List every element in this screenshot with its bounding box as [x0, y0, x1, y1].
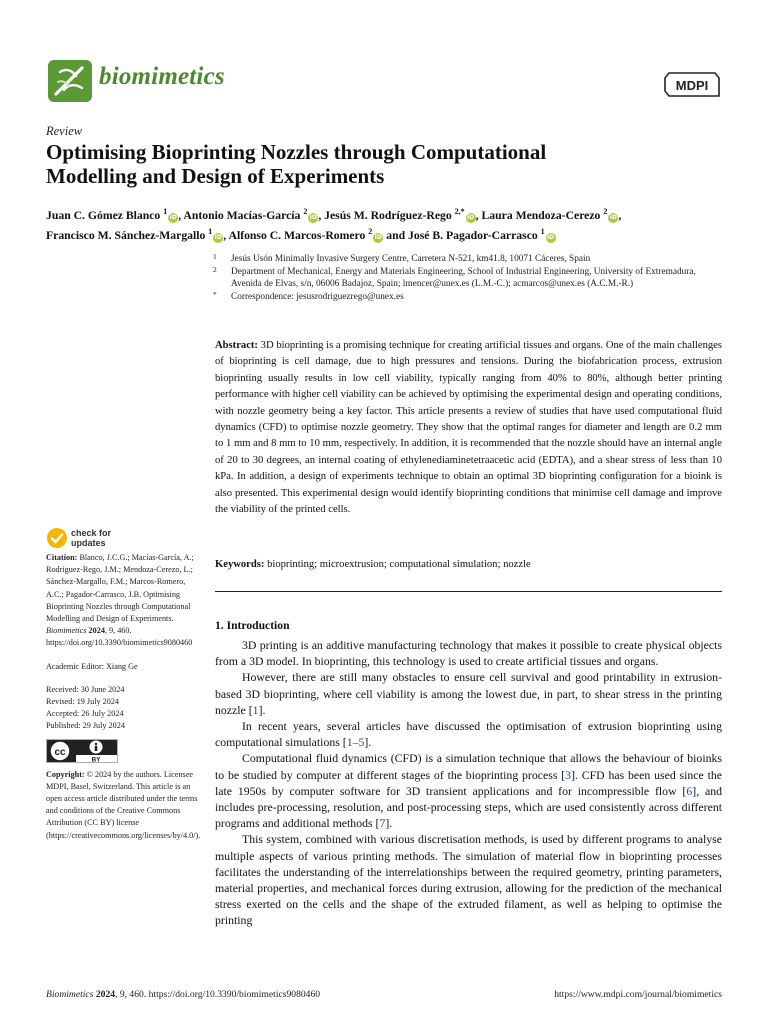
citation-link[interactable]: 6: [686, 783, 693, 798]
introduction-body: [215, 637, 722, 929]
citation-rest[interactable]: , 9, 460. https://doi.org/10.3390/biomimetics9080460: [46, 626, 193, 648]
copyright: [46, 769, 201, 842]
orcid-icon[interactable]: iD: [374, 233, 382, 241]
biomimetics-logo-icon: [46, 58, 94, 104]
orcid-icon[interactable]: iD: [309, 213, 317, 221]
paragraph-text: In recent years, several articles have discussed the optimisation of extrusion bioprinting using computational simulations [: [215, 719, 722, 750]
citation-link[interactable]: 1: [252, 702, 259, 717]
article-info-sidebar: [46, 552, 201, 842]
citation-link[interactable]: 1–5: [346, 735, 365, 750]
orcid-icon[interactable]: iD: [169, 213, 177, 221]
paragraph-text: ]. CFD has been used since the late 1950s by computer software for 3D transient applications and for incompressible flow [: [215, 767, 723, 798]
author-affiliation: 2,*: [454, 207, 465, 216]
paragraph: [215, 669, 722, 718]
footer-year: 2024: [95, 989, 116, 1000]
author-affiliation: 2: [368, 226, 373, 236]
author-affiliation: 2: [303, 207, 308, 216]
check-updates-line: updates: [71, 538, 106, 548]
author-affiliation: 1: [540, 226, 545, 236]
article-title: [46, 140, 746, 188]
keywords: [215, 557, 722, 573]
journal-name: biomimetics: [99, 63, 225, 90]
received-date: Received: 30 June 2024: [46, 684, 125, 694]
svg-text:cc: cc: [54, 746, 66, 758]
paragraph-text: Computational fluid dynamics (CFD) is a simulation technique that allows the behaviour of bioinks to be studied by computer at different stages of the bioprinting process [: [215, 751, 722, 782]
publisher-name: MDPI: [675, 78, 709, 93]
keywords-text: bioprinting; microextrusion; computational simulation; nozzle: [267, 559, 531, 570]
authors-and: and: [386, 228, 406, 242]
check-for-updates-icon: [46, 527, 68, 549]
check-for-updates-button[interactable]: [46, 527, 136, 549]
author-list: Juan C. Gómez Blanco $^1$iD, Antonio Macías-García $^2$iD, Jesús M. Rodríguez-Rego $^{2,*}$iD, Laura Mendoza-Cerezo $^2$iD, Francisco M. Sánchez-Margallo $^1$iD, Alfonso C. Marcos-Romero $^2$iD and José B. Pagador-Carrasco $^1$iD: [46, 207, 622, 242]
article-type: Review: [46, 124, 83, 138]
paragraph-text: ].: [364, 735, 372, 750]
paragraph-text: ].: [385, 816, 393, 831]
title-line: Modelling and Design of Experiments: [46, 164, 385, 188]
paragraph-text: However, there are still many obstacles to ensure cell survival and good printability in extrusion-based 3D bioprinting, where cell viability is among the lowest due, in part, to shear stress in the printing nozzle [: [215, 670, 722, 717]
academic-editor: Academic Editor: Xiang Ge: [46, 661, 138, 671]
title-line: Optimising Bioprinting Nozzles through Computational: [46, 140, 547, 164]
affiliation-number: *: [213, 289, 217, 299]
citation-year: 2024: [88, 626, 105, 636]
affiliations: [213, 253, 723, 303]
accepted-date: Accepted: 26 July 2024: [46, 709, 124, 719]
orcid-icon[interactable]: iD: [214, 233, 222, 241]
orcid-icon[interactable]: iD: [467, 213, 475, 221]
paragraph: [215, 750, 722, 831]
section-divider: [215, 591, 722, 592]
section-heading: 1. Introduction: [215, 619, 290, 632]
author-name[interactable]: José B. Pagador-Carrasco: [408, 228, 538, 242]
paragraph-text: 3D printing is an additive manufacturing technology that makes it possible to create physical objects from a 3D model. In bioprinting, this technology is used to create artificial tissues and organs.: [215, 638, 722, 669]
paragraph: [215, 718, 722, 750]
check-for-updates-label: [71, 528, 111, 548]
mdpi-logo-icon: [663, 70, 721, 100]
footer-journal: Biomimetics: [46, 989, 94, 1000]
cc-by-label: BY: [91, 755, 101, 763]
author-name[interactable]: Alfonso C. Marcos-Romero: [228, 228, 366, 242]
author-name[interactable]: Francisco M. Sánchez-Margallo: [46, 228, 206, 242]
author-name[interactable]: Laura Mendoza-Cerezo: [481, 208, 601, 222]
affiliation-item: [213, 266, 723, 291]
published-date: Published: 29 July 2024: [46, 721, 125, 731]
paragraph-text: ].: [258, 702, 266, 717]
author-name[interactable]: Antonio Macías-García: [183, 208, 301, 222]
affiliation-number: 2: [213, 264, 217, 274]
footer-journal-url[interactable]: https://www.mdpi.com/journal/biomimetics: [554, 989, 722, 1000]
paragraph: [215, 831, 722, 928]
citation-link[interactable]: 7: [379, 816, 386, 831]
correspondence-text: Correspondence: jesusrodriguezrego@unex.es: [231, 291, 404, 302]
citation-label: Citation:: [46, 553, 78, 562]
copyright-label: Copyright:: [46, 769, 85, 779]
orcid-icon[interactable]: iD: [547, 233, 555, 241]
footer-doi[interactable]: , 9, 460. https://doi.org/10.3390/biomimetics9080460: [115, 989, 321, 1000]
orcid-icon[interactable]: iD: [609, 213, 617, 221]
abstract-label: Abstract:: [215, 340, 258, 351]
citation: [46, 552, 198, 650]
check-updates-line: check for: [71, 528, 112, 538]
author-affiliation: 1: [163, 207, 168, 216]
keywords-label: Keywords:: [215, 559, 265, 570]
author-affiliation: 1: [208, 226, 213, 236]
citation-link[interactable]: 3: [565, 767, 572, 782]
copyright-text: © 2024 by the authors. Licensee MDPI, Basel, Switzerland. This article is an open access article distributed under the terms and conditions of the Creative Commons Attribution (CC BY) license (https://creativecommons.org/licenses/by/4.0/).: [46, 769, 201, 840]
revised-date: Revised: 19 July 2024: [46, 697, 120, 707]
paragraph-text: This system, combined with various discretisation methods, is used by different programs to analyse multiple aspects of various printing methods. The simulation of material flow in bioprinting processes facilitates the understanding of the interrelationships between the required geometry, printing parameters, material properties, and mechanical forces during extrusion, allowing for the prediction of the mechanical stress exerted on the cells and the shape of the extruded filament, as well as helping to optimise the printing: [215, 832, 722, 928]
footer-citation: [46, 989, 320, 1000]
citation-text: Blanco, J.C.G.; Macías-García, A.; Rodríguez-Rego, J.M.; Mendoza-Cerezo, L.; Sánchez-Margallo, F.M.; Marcos-Romero, A.C.; Pagador-Carrasco, J.B. Optimising Bioprinting Nozzles through Computational Modelling and Design of Experiments.: [46, 553, 194, 624]
affiliation-text: Department of Mechanical, Energy and Materials Engineering, School of Industrial Engineering, University of Extremadura, Avenida de Elvas, s/n, 06006 Badajoz, Spain; lmencer@unex.es (L.M.-C.); acmarcos@unex.es (A.C.M.-R.): [231, 266, 696, 289]
affiliation-item: [213, 253, 723, 266]
cc-by-license-icon[interactable]: [46, 739, 118, 763]
paragraph-text: ], and includes pre-processing, resolution, and post-processing steps, which are used consistently across different programs and additional methods [: [215, 783, 722, 831]
abstract-text: 3D bioprinting is a promising technique for creating artificial tissues and organs. One of the main challenges of bioprinting is cell damage, due to high pressures and tensions. During the biofabrication process, extrusion bioprinting usually results in low cell viability, typically ranging from 40% to 80%, although better printing performance with higher cell viability can be achieved by optimising the experimental design and operating conditions, with nozzle geometry being a key factor. This article presents a review of studies that have used computational fluid dynamics (CFD) to optimise nozzle geometry. They show that the optimal ranges for diameter and length are 0.2 mm to 1 mm and 8 mm to 10 mm, respectively. In addition, it is recommended that the nozzle should have an internal angle of 20 to 30 degrees, an internal coating of ethylenediaminetetraacetic acid (EDTA), and a shear stress of less than 10 kPa. In addition, a design of experiments technique to obtain an optimal 3D bioprinting configuration for a bioink is also presented. This experimental design would identify bioprinting conditions that minimise cell damage and improve the viability of the printed cells.: [215, 340, 722, 516]
author-affiliation: 2: [603, 207, 608, 216]
author-name[interactable]: Jesús M. Rodríguez-Rego: [324, 208, 452, 222]
affiliation-text: Jesús Usón Minimally Invasive Surgery Centre, Carretera N-521, km41.8, 10071 Cáceres, Spain: [231, 254, 591, 264]
abstract: [215, 338, 722, 518]
paragraph: [215, 637, 722, 669]
affiliation-item: [213, 291, 723, 304]
author-name[interactable]: Juan C. Gómez Blanco: [46, 208, 161, 222]
affiliation-number: 1: [213, 252, 217, 261]
citation-journal: Biomimetics: [46, 626, 87, 636]
